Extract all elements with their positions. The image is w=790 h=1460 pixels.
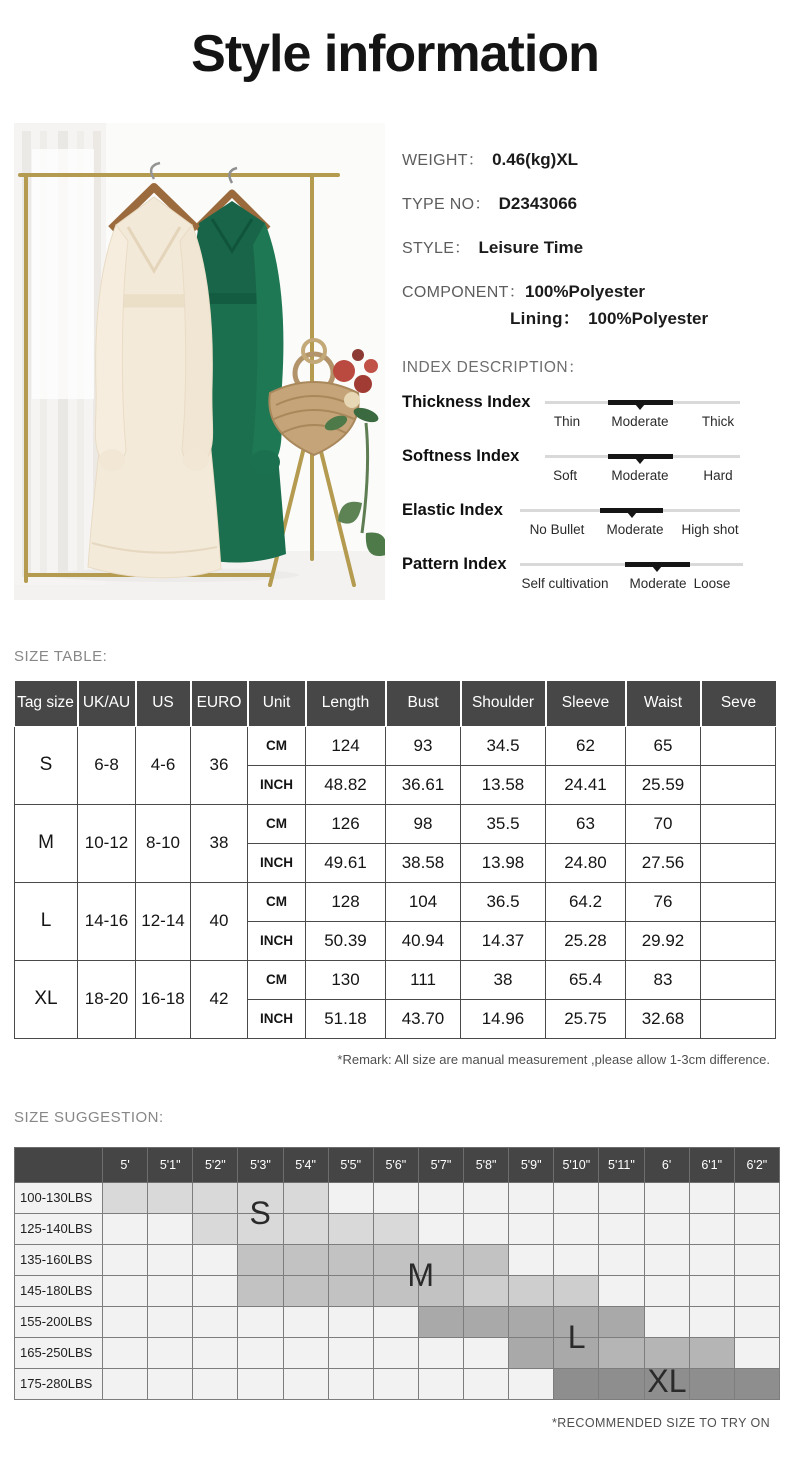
sugg-cell [373,1368,418,1399]
tag-size-cell: S [15,726,78,804]
height-column-header: 5'3" [238,1147,283,1182]
index-row [402,555,782,609]
sugg-cell [373,1213,418,1244]
product-info [402,150,782,609]
sugg-cell [418,1244,463,1275]
measurement-cell: 124 [306,726,386,765]
index-option-label: Moderate [606,522,664,537]
index-slider-active-segment [608,400,673,405]
sugg-cell [689,1275,734,1306]
height-column-header: 6' [644,1147,689,1182]
sugg-cell [644,1182,689,1213]
height-column-header: 5'7" [418,1147,463,1182]
sugg-cell [599,1244,644,1275]
sugg-cell [554,1368,599,1399]
height-column-header: 5' [103,1147,148,1182]
measurement-cell: 38 [461,960,546,999]
measurement-cell [701,726,776,765]
sugg-cell [418,1275,463,1306]
index-slider-track [545,455,740,483]
measurement-cell: 35.5 [461,804,546,843]
sugg-cell [734,1244,779,1275]
sugg-cell [734,1275,779,1306]
index-option-label: Thick [701,414,735,429]
sugg-row [15,1275,780,1306]
measurement-cell: 62 [546,726,626,765]
sugg-cell [464,1275,509,1306]
product-photo [14,123,385,600]
measurement-cell: 27.56 [626,843,701,882]
recommended-note: *RECOMMENDED SIZE TO TRY ON [551,1415,770,1430]
sugg-cell [554,1306,599,1337]
measurement-cell: 36.5 [461,882,546,921]
sugg-cell [328,1244,373,1275]
sugg-cell [689,1244,734,1275]
sugg-cell [283,1337,328,1368]
sugg-cell [689,1182,734,1213]
sugg-cell [103,1275,148,1306]
sugg-cell [283,1182,328,1213]
measurement-cell [701,804,776,843]
size-table-column-header: EURO [191,681,248,726]
measurement-cell: 38.58 [386,843,461,882]
sugg-cell [418,1337,463,1368]
sugg-cell [103,1182,148,1213]
measurement-cell: 40.94 [386,921,461,960]
index-option-label: Self cultivation [521,576,609,591]
unit-cell: CM [248,882,306,921]
height-column-header: 6'1" [689,1147,734,1182]
measurement-cell: 25.75 [546,999,626,1038]
sugg-cell [418,1213,463,1244]
sugg-cell [644,1368,689,1399]
hero-section [0,0,790,610]
lining-label: Lining： [510,309,581,328]
size-table-row-cm [15,882,776,921]
measurement-cell: 128 [306,882,386,921]
sugg-cell [599,1275,644,1306]
sugg-cell [373,1182,418,1213]
sugg-cell [509,1244,554,1275]
sugg-cell [283,1306,328,1337]
measurement-cell: 51.18 [306,999,386,1038]
us-cell: 8-10 [136,804,191,882]
index-name: Thickness Index [402,393,531,411]
sugg-cell [464,1182,509,1213]
sugg-cell [734,1182,779,1213]
sugg-cell [509,1368,554,1399]
measurement-cell: 32.68 [626,999,701,1038]
measurement-cell: 104 [386,882,461,921]
size-suggestion-header-row [15,1147,780,1182]
unit-cell: CM [248,804,306,843]
us-cell: 4-6 [136,726,191,804]
sugg-cell [103,1244,148,1275]
index-slider-active-segment [608,454,673,459]
spec-style [402,238,782,259]
uk-au-cell: 10-12 [78,804,136,882]
measurement-cell: 14.37 [461,921,546,960]
size-table-column-header: Shoulder [461,681,546,726]
size-table-column-header: Waist [626,681,701,726]
style-value: Leisure Time [478,238,584,257]
sugg-row [15,1306,780,1337]
size-table [14,681,776,1039]
height-column-header: 5'11" [599,1147,644,1182]
sugg-row [15,1182,780,1213]
size-table-column-header: Tag size [15,681,78,726]
index-option-label: Moderate [611,414,669,429]
sugg-cell [193,1244,238,1275]
lining-value: 100%Polyester [588,309,709,328]
height-column-header: 5'8" [464,1147,509,1182]
height-column-header: 5'4" [283,1147,328,1182]
measurement-cell [701,843,776,882]
sugg-cell [554,1244,599,1275]
size-table-column-header: Sleeve [546,681,626,726]
size-marker-m: M [407,1256,434,1293]
size-table-column-header: UK/AU [78,681,136,726]
uk-au-cell: 14-16 [78,882,136,960]
measurement-cell: 48.82 [306,765,386,804]
sugg-row [15,1368,780,1399]
weight-row-label: 175-280LBS [15,1368,103,1399]
index-name: Elastic Index [402,501,503,519]
sugg-cell [238,1182,283,1213]
index-slider-track [545,401,740,429]
measurement-cell [701,921,776,960]
sugg-cell [283,1275,328,1306]
sugg-cell [373,1275,418,1306]
unit-cell: INCH [248,921,306,960]
sugg-cell [373,1244,418,1275]
tag-size-cell: L [15,882,78,960]
sugg-cell [418,1306,463,1337]
size-table-remark: *Remark: All size are manual measurement ,please allow 1-3cm difference. [337,1051,770,1067]
measurement-cell [701,960,776,999]
index-row [402,447,782,501]
sugg-cell [328,1213,373,1244]
index-option-label: Moderate [629,576,687,591]
sugg-cell [103,1306,148,1337]
measurement-cell: 76 [626,882,701,921]
measurement-cell: 65.4 [546,960,626,999]
page-title: Style information [191,25,599,83]
sugg-cell [193,1275,238,1306]
sugg-cell [238,1306,283,1337]
sugg-cell [644,1213,689,1244]
sugg-cell [644,1275,689,1306]
measurement-cell: 13.98 [461,843,546,882]
index-option-label: Soft [553,468,578,483]
size-table-column-header: Bust [386,681,461,726]
spec-lining [510,309,782,329]
type-no-label: TYPE NO： [402,196,491,213]
height-column-header: 5'9" [509,1147,554,1182]
sugg-cell [148,1275,193,1306]
measurement-cell: 130 [306,960,386,999]
weight-row-label: 145-180LBS [15,1275,103,1306]
measurement-cell: 64.2 [546,882,626,921]
sugg-cell [509,1337,554,1368]
sugg-cell [464,1306,509,1337]
measurement-cell: 98 [386,804,461,843]
index-option-label: Loose [693,576,731,591]
sugg-cell [599,1182,644,1213]
unit-cell: INCH [248,843,306,882]
size-marker-l: L [567,1318,586,1355]
measurement-cell: 93 [386,726,461,765]
sugg-row [15,1213,780,1244]
sugg-cell [509,1213,554,1244]
tag-size-cell: XL [15,960,78,1038]
size-table-column-header: Length [306,681,386,726]
sugg-cell [148,1368,193,1399]
measurement-cell: 25.28 [546,921,626,960]
sugg-cell [554,1182,599,1213]
measurement-cell: 83 [626,960,701,999]
sugg-cell [238,1368,283,1399]
sugg-cell [464,1368,509,1399]
size-suggestion-table [14,1147,780,1400]
measurement-cell: 43.70 [386,999,461,1038]
height-column-header: 5'6" [373,1147,418,1182]
sugg-cell [193,1306,238,1337]
sugg-cell [328,1337,373,1368]
unit-cell: INCH [248,765,306,804]
measurement-cell: 13.58 [461,765,546,804]
index-option-label: High shot [681,522,739,537]
sugg-cell [328,1368,373,1399]
sugg-cell [599,1368,644,1399]
tag-size-cell: M [15,804,78,882]
sugg-cell [464,1213,509,1244]
weight-row-label: 135-160LBS [15,1244,103,1275]
sugg-cell [689,1368,734,1399]
measurement-cell: 14.96 [461,999,546,1038]
sugg-cell [148,1182,193,1213]
sugg-cell [373,1306,418,1337]
sugg-cell [148,1213,193,1244]
index-slider-active-segment [625,562,690,567]
component-value: 100%Polyester [525,282,646,301]
sugg-cell [193,1213,238,1244]
height-column-header: 6'2" [734,1147,779,1182]
sugg-cell [464,1244,509,1275]
size-table-column-header: Seve [701,681,776,726]
sugg-cell [689,1306,734,1337]
sugg-cell [734,1368,779,1399]
measurement-cell: 34.5 [461,726,546,765]
unit-cell: CM [248,726,306,765]
sugg-cell [599,1306,644,1337]
us-cell: 12-14 [136,882,191,960]
weight-row-label: 125-140LBS [15,1213,103,1244]
measurement-cell: 70 [626,804,701,843]
index-row [402,501,782,555]
index-sliders [402,393,782,609]
index-name: Softness Index [402,447,520,465]
sugg-cell [328,1275,373,1306]
sugg-cell [193,1182,238,1213]
sugg-row [15,1337,780,1368]
sugg-cell [689,1213,734,1244]
sugg-cell [148,1306,193,1337]
sugg-cell [328,1306,373,1337]
euro-cell: 36 [191,726,248,804]
spec-component [402,282,782,303]
sugg-cell [103,1213,148,1244]
index-slider-track [520,509,740,537]
sugg-cell [103,1368,148,1399]
sugg-cell [193,1337,238,1368]
measurement-cell: 126 [306,804,386,843]
measurement-cell: 49.61 [306,843,386,882]
sugg-cell [283,1244,328,1275]
style-label: STYLE： [402,240,471,257]
index-option-label: No Bullet [529,522,585,537]
sugg-cell [418,1368,463,1399]
unit-cell: CM [248,960,306,999]
height-column-header: 5'5" [328,1147,373,1182]
sugg-cell [509,1275,554,1306]
sugg-cell [734,1337,779,1368]
sugg-cell [373,1337,418,1368]
sugg-cell [283,1368,328,1399]
sugg-cell [464,1337,509,1368]
measurement-cell: 111 [386,960,461,999]
index-slider-track [520,563,743,591]
sugg-row [15,1244,780,1275]
spec-weight [402,150,782,171]
sugg-cell [238,1213,283,1244]
size-marker-xl: XL [647,1363,687,1400]
sugg-cell [554,1213,599,1244]
index-slider-active-segment [600,508,663,513]
sugg-cell [148,1337,193,1368]
measurement-cell [701,999,776,1038]
size-marker-s: S [249,1194,271,1231]
index-option-label: Thin [553,414,581,429]
component-label: COMPONENT： [402,284,525,301]
height-column-header: 5'2" [193,1147,238,1182]
size-suggestion-chart [14,1147,780,1400]
measurement-cell: 29.92 [626,921,701,960]
type-no-value: D2343066 [498,194,578,213]
us-cell: 16-18 [136,960,191,1038]
sugg-cell [509,1182,554,1213]
sugg-cell [238,1244,283,1275]
sugg-cell [148,1244,193,1275]
index-option-label: Hard [703,468,733,483]
uk-au-cell: 6-8 [78,726,136,804]
measurement-cell: 36.61 [386,765,461,804]
size-table-header-row [15,681,776,726]
measurement-cell: 24.80 [546,843,626,882]
measurement-cell: 65 [626,726,701,765]
size-table-column-header: Unit [248,681,306,726]
sugg-cell [103,1337,148,1368]
size-table-row-cm [15,960,776,999]
sugg-cell [689,1337,734,1368]
uk-au-cell: 18-20 [78,960,136,1038]
sugg-cell [554,1337,599,1368]
sugg-cell [193,1368,238,1399]
sugg-cell [644,1337,689,1368]
sugg-cell [509,1306,554,1337]
index-option-label: Moderate [611,468,669,483]
sugg-cell [418,1182,463,1213]
index-row [402,393,782,447]
height-column-header: 5'10" [554,1147,599,1182]
size-table-heading: SIZE TABLE: [14,648,108,665]
weight-row-label: 100-130LBS [15,1182,103,1213]
size-table-row-cm [15,726,776,765]
index-description-heading: INDEX DESCRIPTION： [402,359,585,376]
measurement-cell [701,882,776,921]
weight-row-label: 155-200LBS [15,1306,103,1337]
sugg-corner-cell [15,1147,103,1182]
sugg-cell [644,1306,689,1337]
measurement-cell: 63 [546,804,626,843]
index-name: Pattern Index [402,555,507,573]
sugg-cell [734,1306,779,1337]
weight-value: 0.46(kg)XL [492,150,579,169]
sugg-cell [328,1182,373,1213]
size-suggestion-heading: SIZE SUGGESTION: [14,1108,164,1126]
measurement-cell [701,765,776,804]
size-table-column-header: US [136,681,191,726]
euro-cell: 40 [191,882,248,960]
spec-type-no [402,194,782,215]
unit-cell: INCH [248,999,306,1038]
euro-cell: 42 [191,960,248,1038]
product-photo-illustration [14,123,385,600]
euro-cell: 38 [191,804,248,882]
height-column-header: 5'1" [148,1147,193,1182]
sugg-cell [238,1275,283,1306]
sugg-cell [644,1244,689,1275]
sugg-cell [599,1337,644,1368]
sugg-cell [283,1213,328,1244]
weight-row-label: 165-250LBS [15,1337,103,1368]
measurement-cell: 25.59 [626,765,701,804]
sugg-cell [238,1337,283,1368]
weight-label: WEIGHT： [402,152,485,169]
sugg-cell [599,1213,644,1244]
size-table-row-cm [15,804,776,843]
sugg-cell [554,1275,599,1306]
measurement-cell: 50.39 [306,921,386,960]
sugg-cell [734,1213,779,1244]
measurement-cell: 24.41 [546,765,626,804]
